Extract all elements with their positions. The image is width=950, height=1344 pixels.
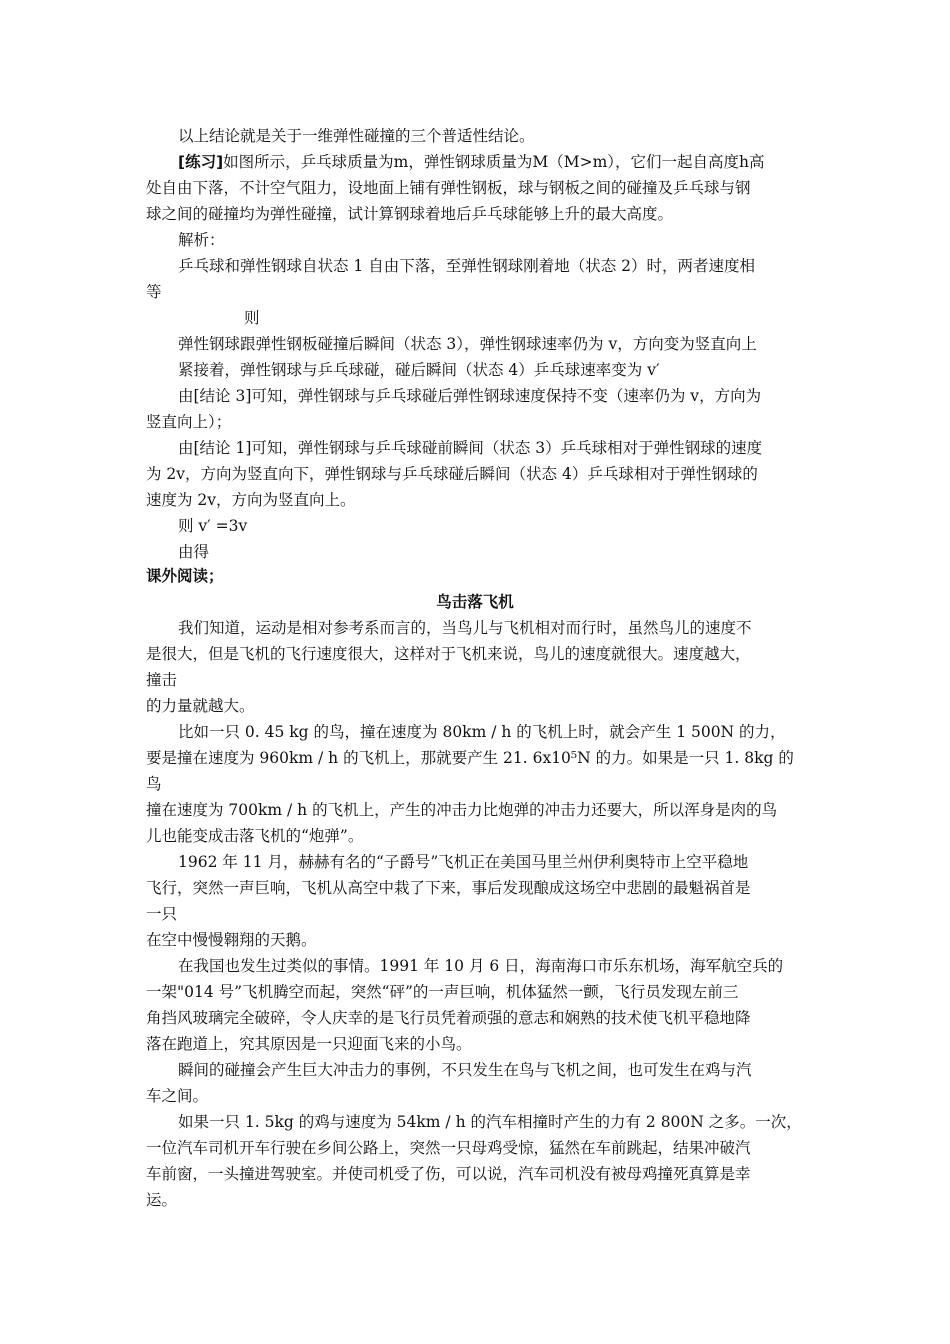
paragraph-line: 车之间。: [146, 1087, 209, 1105]
paragraph-line: 等: [146, 283, 162, 301]
practice-label: [练习]: [178, 153, 224, 171]
paragraph-line: 以上结论就是关于一维弹性碰撞的三个普适性结论。: [178, 127, 535, 145]
paragraph-line: 解析：: [178, 231, 225, 249]
article-title: 鸟击落飞机: [436, 593, 514, 611]
paragraph-line: 一只: [146, 905, 178, 923]
paragraph-line: 由[结论 1]可知，弹性钢球与乒乓球碰前瞬间（状态 3）乒乓球相对于弹性钢球的速度: [178, 439, 763, 457]
paragraph-line: 我们知道，运动是相对参考系而言的，当鸟儿与飞机相对而行时，虽然鸟儿的速度不: [178, 619, 752, 637]
paragraph-line: 则: [244, 309, 260, 327]
paragraph-line: 运。: [146, 1191, 178, 1209]
paragraph-line: 儿也能变成击落飞机的“炮弹”。: [146, 827, 364, 845]
paragraph-line: 处自由下落，不计空气阻力，设地面上铺有弹性钢板，球与钢板之间的碰撞及乒乓球与钢: [146, 179, 751, 197]
paragraph-line: 紧接着，弹性钢球与乒乓球碰，碰后瞬间（状态 4）乒乓球速率变为 v′: [178, 361, 660, 379]
paragraph-line: [练习]如图所示，乒乓球质量为m，弹性钢球质量为M（M>m），它们一起自高度h高: [178, 153, 765, 171]
paragraph-line: 1962 年 11 月，赫赫有名的“子爵号”飞机正在美国马里兰州伊利奥特市上空平稳地: [178, 853, 749, 871]
paragraph-line: 如果一只 1. 5kg 的鸡与速度为 54km / h 的汽车相撞时产生的力有 2 800N 之多。一次，: [178, 1113, 802, 1131]
paragraph-line: 则 v′ =3v: [178, 517, 248, 535]
paragraph-line: 一位汽车司机开车行驶在乡间公路上，突然一只母鸡受惊，猛然在车前跳起，结果冲破汽: [146, 1139, 751, 1157]
section-heading: 课外阅读；: [146, 567, 224, 585]
paragraph-line: 竖直向上）；: [146, 413, 232, 431]
paragraph-line: 的力量就越大。: [146, 697, 255, 715]
paragraph-line: 在我国也发生过类似的事情。1991 年 10 月 6 日，海南海口市乐东机场，海军航空兵的: [178, 957, 784, 975]
paragraph-line: 弹性钢球跟弹性钢板碰撞后瞬间（状态 3），弹性钢球速率仍为 v，方向变为竖直向上: [178, 335, 757, 353]
paragraph-line: 一架"014 号”飞机腾空而起，突然“砰”的一声巨响，机体猛然一颤，飞行员发现左前三: [146, 983, 739, 1001]
paragraph-line: 由得: [178, 543, 210, 561]
paragraph-line: 速度为 2v，方向为竖直向上。: [146, 491, 356, 509]
paragraph-line: 要是撞在速度为 960km / h 的飞机上，那就要产生 21. 6x10⁵N 的力。如果是一只 1. 8kg 的: [146, 749, 794, 767]
paragraph-line: 由[结论 3]可知，弹性钢球与乒乓球碰后弹性钢球速度保持不变（速率仍为 v，方向为: [178, 387, 762, 405]
paragraph-line: 撞在速度为 700km / h 的飞机上，产生的冲击力比炮弹的冲击力还要大，所以浑身是肉的鸟: [146, 801, 778, 819]
paragraph-line: 撞击: [146, 671, 178, 689]
paragraph-line: 瞬间的碰撞会产生巨大冲击力的事例，不只发生在鸟与飞机之间，也可发生在鸡与汽: [178, 1061, 752, 1079]
paragraph-line: 角挡风玻璃完全破碎，令人庆幸的是飞行员凭着顽强的意志和娴熟的技术使飞机平稳地降: [146, 1009, 751, 1027]
paragraph-line: 在空中慢慢翱翔的天鹅。: [146, 931, 317, 949]
paragraph-line: 是很大，但是飞机的飞行速度很大，这样对于飞机来说，鸟儿的速度就很大。速度越大，: [146, 645, 751, 663]
paragraph-line: 鸟: [146, 775, 162, 793]
paragraph-line: 为 2v，方向为竖直向下，弹性钢球与乒乓球碰后瞬间（状态 4）乒乓球相对于弹性钢球的: [146, 465, 758, 483]
paragraph-line: 飞行，突然一声巨响，飞机从高空中栽了下来，事后发现酿成这场空中悲剧的最魁祸首是: [146, 879, 751, 897]
paragraph-line: 车前窗，一头撞进驾驶室。并使司机受了伤，可以说，汽车司机没有被母鸡撞死真算是幸: [146, 1165, 751, 1183]
paragraph-line: 落在跑道上，究其原因是一只迎面飞来的小鸟。: [146, 1035, 472, 1053]
paragraph-line: 球之间的碰撞均为弹性碰撞，试计算钢球着地后乒乓球能够上升的最大高度。: [146, 205, 674, 223]
paragraph-line: 乒乓球和弹性钢球自状态 1 自由下落，至弹性钢球刚着地（状态 2）时，两者速度相: [178, 257, 756, 275]
paragraph-line: 比如一只 0. 45 kg 的鸟，撞在速度为 80km / h 的飞机上时，就会产生 1 500N 的力，: [178, 723, 786, 741]
